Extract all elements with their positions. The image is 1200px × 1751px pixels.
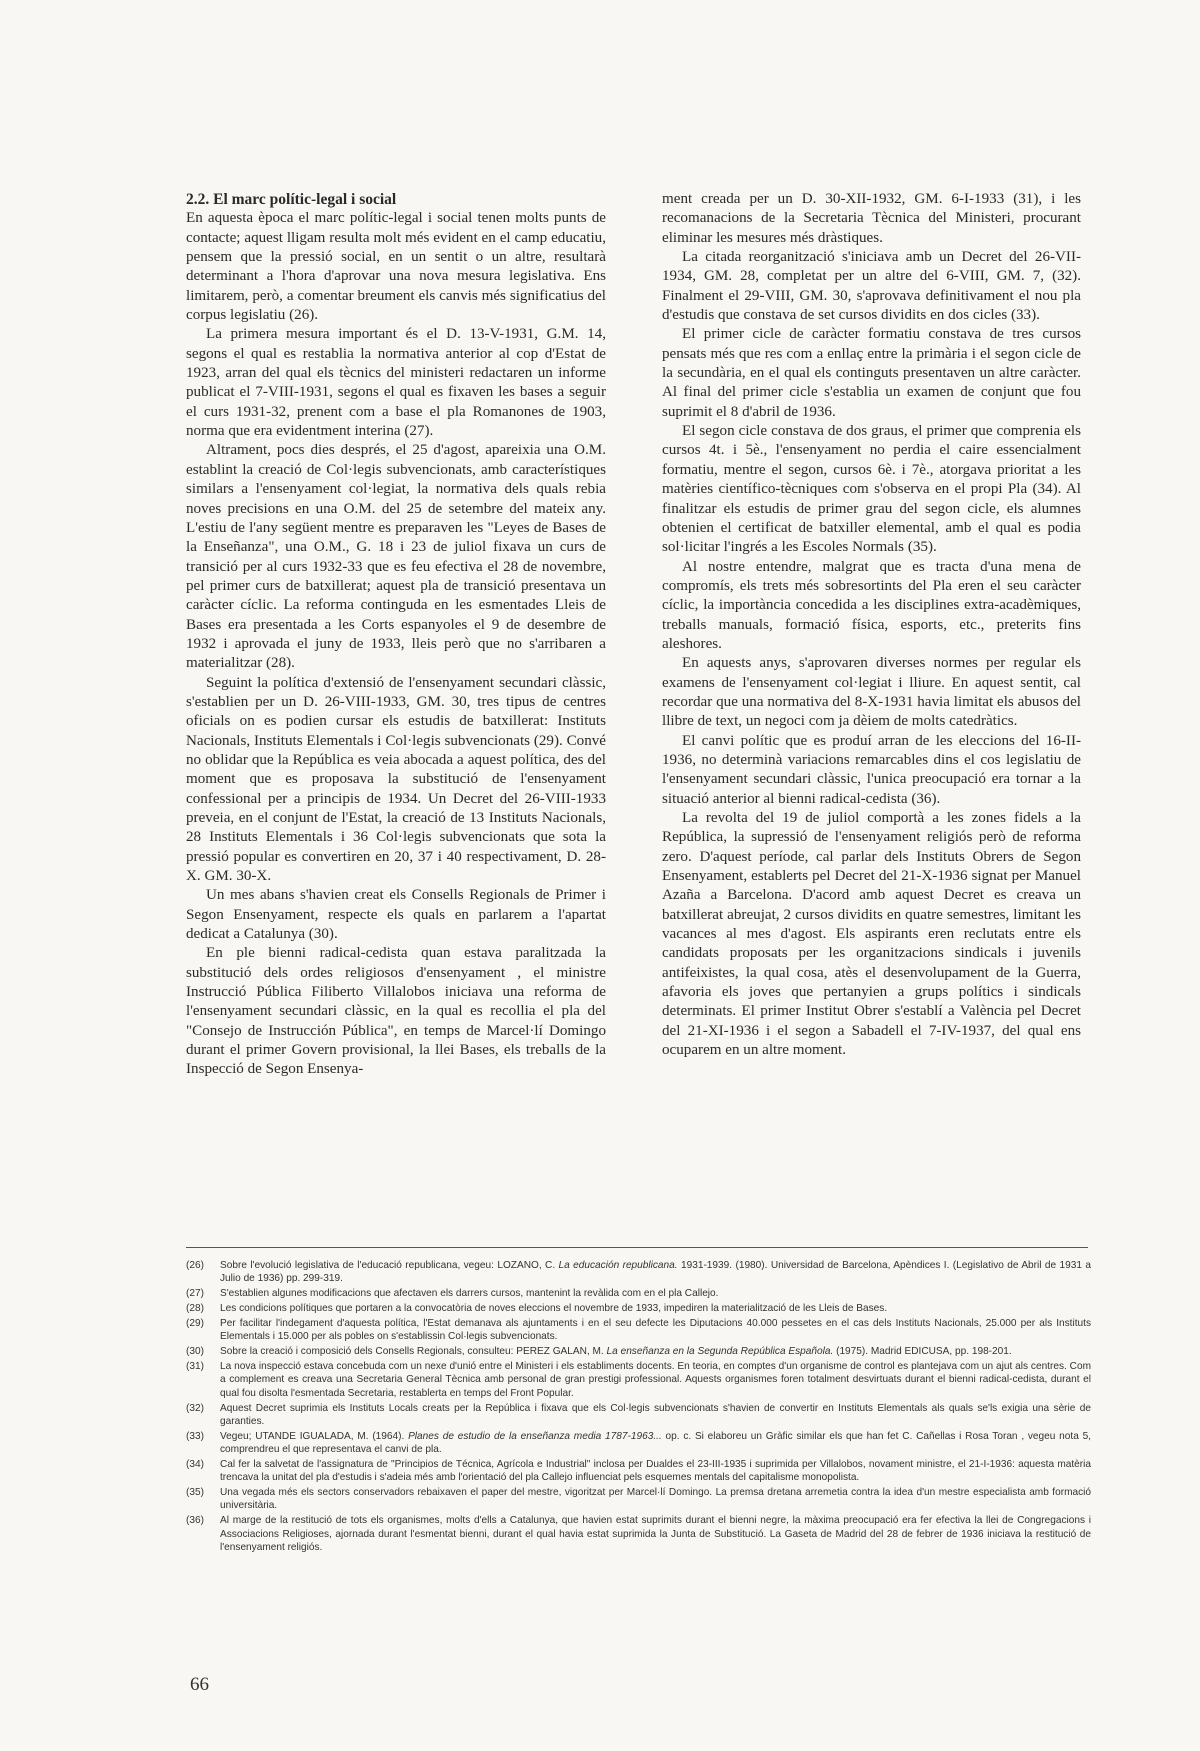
page-number: 66 xyxy=(190,1674,209,1695)
footnote-text-main: Cal fer la salvetat de l'assignatura de "Principios de Técnica, Agrícola e Industrial" inclosa per Dualdes el 23-III-1935 i suprimida per Villalobos, novament ministre, el 21-I-1936: aquesta matèria trencava la unitat del pla d'estudis i s'adeia més amb l'orientació del pla Callejo influenciat pels esquemes mentals del capitalisme monopolista. xyxy=(220,1458,1091,1484)
footnote-text-main: La nova inspecció estava concebuda com un nexe d'unió entre el Ministeri i els establiments docents. En teoria, en comptes d'un organisme de control es plantejava com un ajut als centres. Com a complement es creava una Secretaria General Tècnica amb personal de gran prestigi professional. Aquests organismes foren totalment desvirtuats durant el bienni radical-cedista, durant el qual fou disolta l'esmentada Secretaria, restablerta en temps del Front Popular. xyxy=(220,1361,1091,1399)
footnote xyxy=(186,1259,1091,1286)
footnote-text xyxy=(220,1302,1091,1315)
footnote-number: (32) xyxy=(186,1402,204,1414)
footnote-divider xyxy=(186,1247,1088,1248)
footnote-number: (27) xyxy=(186,1288,204,1300)
footnote-text-main: Per facilitar l'indegament d'aquesta política, l'Estat demanava als ajuntaments i en el seu defecte les Diputacions 40.000 pessetes en el cas dels Instituts Nacionals, 25.000 per als Instituts Elementals i 15.000 per als pobles on s'establissin Col·legis subvencionats. xyxy=(220,1317,1091,1343)
body-paragraph: La citada reorganització s'iniciava amb un Decret del 26-VII-1934, GM. 28, completat per un altre del 6-VIII, GM. 7, (32). Finalment el 29-VIII, GM. 30, s'aprovava definitivament el nou pla d'estudis que constava de set cursos dividits en dos cicles (33). xyxy=(662,249,1081,324)
body-paragraph: Altrament, pocs dies després, el 25 d'agost, apareixia una O.M. establint la creació de Col·legis subvencionats, amb característiques similars a l'ensenyament col·legiat, la normativa dels quals rebia noves precisions en una O.M. del 25 de setembre del mateix any. L'estiu de l'any següent mentre es preparaven les "Leyes de Bases de la Enseñanza", una O.M., G. 18 i 23 de juliol fixava un curs de transició per al curs 1932-33 que es feu efectiva el 28 de novembre, pel primer curs de batxillerat; aquest pla de transició presentava un caràcter cíclic. La reforma continguda en les esmentades Lleis de Bases era presentada a les Corts espanyoles el 9 de desembre de 1932 i aprovada el juny de 1933, lleis però que no s'arribaren a materialitzar (28). xyxy=(186,442,606,672)
footnote-title: La enseñanza en la Segunda República Española. xyxy=(606,1346,834,1358)
footnote-text xyxy=(220,1514,1091,1554)
footnote-text-main: Sobre l'evolució legislativa de l'educació republicana, vegeu: LOZANO, C. xyxy=(220,1260,559,1271)
footnote-text-rest: 1931-1939. (1980). Universidad de Barcelona, Apèndices I. (Legislativo de Abril de 1931 a Julio de 1936) pp. 299-319. xyxy=(220,1260,1092,1285)
footnote-title: Planes de estudio de la enseñanza media 1787-1963... xyxy=(408,1430,662,1442)
footnote-text xyxy=(220,1486,1091,1513)
left-column xyxy=(186,190,606,1080)
footnote-title: La educación republicana. xyxy=(558,1260,678,1271)
footnote xyxy=(186,1514,1091,1554)
footnote xyxy=(186,1458,1091,1485)
body-paragraph: ment creada per un D. 30-XII-1932, GM. 6-I-1933 (31), i les recomanacions de la Secretaria Tècnica del Ministeri, procurant eliminar les mesures més dràstiques. xyxy=(662,191,1081,246)
body-paragraph: En aquesta època el marc polític-legal i social tenen molts punts de contacte; aquest lligam resulta molt més evident en el camp educatiu, pensem que la pressió social, en un sentit o un altre, resultarà determinant a l'hora d'aprovar una nova mesura legislativa. Ens limitarem, però, a comentar breument els canvis més significatius del corpus legislatiu (26). xyxy=(186,210,606,324)
body-paragraph: El segon cicle constava de dos graus, el primer que comprenia els cursos 4t. i 5è., l'ensenyament no perdia el caire essencialment formatiu, mentre el segon, cursos 6è. i 7è., atorgava prioritat a les matèries científico-tècniques com s'observa en el propi Pla (34). Al finalitzar els estudis de primer grau del segon cicle, els alumnes obtenien el certificat de batxiller elemental, amb el qual es podia sol·licitar l'ingrés a les Escoles Normals (35). xyxy=(662,423,1081,556)
footnote-text-main: Aquest Decret suprimia els Instituts Locals creats per la República i fixava que els Col·legis subvencionats s'havien de convertir en Instituts Elementals als quals se'ls exigia una sèrie de garanties. xyxy=(220,1402,1091,1427)
footnote-text-main: Una vegada més els sectors conservadors rebaixaven el paper del mestre, vigoritzat per Marcel·lí Domingo. La premsa dretana arremetia contra la idea d'un mestre especialista amb formació universitària. xyxy=(220,1487,1091,1512)
footnote-number: (26) xyxy=(186,1260,204,1271)
body-paragraph: El canvi polític que es produí arran de les eleccions del 16-II-1936, no determinà variacions remarcables dins el cos legislatiu de l'ensenyament secundari clàssic, l'unica preocupació era tornar a la situació anterior al bienni radical-cedista (36). xyxy=(662,732,1081,807)
footnote-text xyxy=(220,1402,1091,1429)
body-paragraph: La primera mesura important és el D. 13-V-1931, G.M. 14, segons el qual es restablia la normativa anterior al cop d'Estat de 1923, arran del qual els tècnics del ministeri redactaren un informe publicat el 7-VIII-1931, segons el qual es fixaven les bases a seguir el curs 1931-32, prenent com a base el pla Romanones de 1903, norma que era evidentment interina (27). xyxy=(186,326,606,440)
footnote-number: (34) xyxy=(186,1458,204,1470)
footnote xyxy=(186,1317,1091,1344)
footnote-text-main: Al marge de la restitució de tots els organismes, molts d'ells a Catalunya, que havien estat suprimits durant el bienni negre, la màxima preocupació era fer efectiva la llei de Congregacions i Associacions Religioses, ajornada durant l'esmentat bienni, durant el qual havia estat suprimida la Junta de Substitució. La Gaseta de Madrid del 28 de febrer de 1936 iniciava la restitució de l'ensenyament religiós. xyxy=(220,1515,1091,1553)
section-heading: 2.2. El marc polític-legal i social xyxy=(186,191,397,208)
footnotes xyxy=(186,1259,1091,1556)
footnote-number: (33) xyxy=(186,1430,204,1442)
footnote-number: (30) xyxy=(186,1346,204,1358)
footnote-text-rest: (1975). Madrid EDICUSA, pp. 198-201. xyxy=(833,1346,1012,1358)
right-column xyxy=(662,190,1081,1060)
footnote-number: (29) xyxy=(186,1317,204,1329)
footnote-text-rest: op. c. Si elaboreu un Gràfic similar els que han fet C. Cañellas i Rosa Toran , vegeu nota 5, comprendreu el que representava el canvi de pla. xyxy=(220,1430,1091,1456)
footnote-text xyxy=(220,1317,1091,1344)
footnote xyxy=(186,1360,1091,1400)
body-paragraph: Seguint la política d'extensió de l'ensenyament secundari clàssic, s'establien per un D. 26-VIII-1933, GM. 30, tres tipus de centres oficials on es podien cursar els estudis de batxillerat: Instituts Nacionals, Instituts Elementals i Col·legis subvencionats (29). Convé no oblidar que la República es veia abocada a aquest política, des del moment que es proposava la substitució de l'ensenyament confessional per a principis de 1934. Un Decret del 26-VIII-1933 preveia, en el conjunt de l'Estat, la creació de 13 Instituts Nacionals, 28 Instituts Elementals i 36 Col·legis subvencionats que sota la pressió popular es convertiren en 20, 37 i 40 respectivament, D. 28-X. GM. 30-X. xyxy=(186,674,606,885)
footnote-number: (36) xyxy=(186,1515,204,1527)
footnote xyxy=(186,1402,1091,1429)
body-paragraph: Un mes abans s'havien creat els Consells Regionals de Primer i Segon Ensenyament, respecte els quals en parlarem a l'apartat dedicat a Catalunya (30). xyxy=(186,887,606,943)
footnote xyxy=(186,1287,1091,1300)
body-paragraph: En aquests anys, s'aprovaren diverses normes per regular els examens de l'ensenyament col·legiat i lliure. En aquest sentit, cal recordar que una normativa del 8-X-1931 havia limitat els abusos del llibre de text, un negoci com ja dèiem de molts catedràtics. xyxy=(662,655,1081,730)
body-paragraph: Al nostre entendre, malgrat que es tracta d'una mena de compromís, els trets més sobresortints del Pla eren el seu caràcter cíclic, la importància concedida a les disciplines extra-acadèmiques, treballs manuals, formació física, esports, etc., preterits fins aleshores. xyxy=(662,558,1081,652)
footnote-text xyxy=(220,1360,1091,1400)
footnote-text-main: Sobre la creació i composició dels Consells Regionals, consulteu: PEREZ GALAN, M. xyxy=(220,1346,607,1358)
footnote xyxy=(186,1486,1091,1513)
footnote xyxy=(186,1430,1091,1457)
footnote xyxy=(186,1345,1091,1358)
footnote-number: (35) xyxy=(186,1487,204,1499)
footnote xyxy=(186,1302,1091,1315)
footnote-text xyxy=(220,1287,1091,1300)
footnote-text xyxy=(220,1345,1091,1358)
footnote-text-main: Les condicions polítiques que portaren a la convocatòria de noves eleccions el novembre de 1933, impediren la materialització de les Lleis de Bases. xyxy=(220,1303,888,1315)
footnote-text-main: Vegeu; UTANDE IGUALADA, M. (1964). xyxy=(220,1430,409,1442)
body-paragraph: La revolta del 19 de juliol comportà a les zones fidels a la República, la supressió de l'ensenyament religiós però de reforma zero. D'aquest període, cal parlar dels Instituts Obrers de Segon Ensenyament, establerts pel Decret del 21-X-1936 signat per Manuel Azaña a Barcelona. D'acord amb aquest Decret es creava un batxillerat abreujat, 2 cursos dividits en quatre semestres, limitant les vacances al mes d'agost. Els aspirants eren reclutats entre els candidats proposats per les organitzacions sindicals i juvenils antifeixistes, la qual cosa, atès el desenvolupament de la Guerra, afavoria els joves que pertanyien a grups polítics i sindicals determinats. El primer Institut Obrer s'establí a València pel Decret del 21-XI-1936 i el segon a Sabadell el 7-IV-1937, del qual ens ocuparem en un altre moment. xyxy=(662,810,1081,1059)
footnote-text xyxy=(220,1430,1091,1457)
footnote-text-main: S'establien algunes modificacions que afectaven els darrers cursos, mantenint la revàlida com en el pla Callejo. xyxy=(220,1288,719,1300)
footnote-number: (28) xyxy=(186,1303,204,1315)
body-paragraph: El primer cicle de caràcter formatiu constava de tres cursos pensats més que res com a enllaç entre la primària i el segon cicle de la secundària, en el qual els continguts presentaven un altre caràcter. Al final del primer cicle s'establia un examen de conjunt que fou suprimit el 8 d'abril de 1936. xyxy=(662,326,1081,420)
footnote-text xyxy=(220,1458,1091,1485)
footnote-text xyxy=(220,1259,1091,1286)
body-paragraph: En ple bienni radical-cedista quan estava paralitzada la substitució dels ordes religiosos d'ensenyament , el ministre Instrucció Pública Filiberto Villalobos iniciava una reforma de l'ensenyament secundari clàssic, en la qual es recollia el pla del "Consejo de Instrucción Pública", en temps de Marcel·lí Domingo durant el primer Govern provisional, la llei Bases, els treballs de la Inspecció de Segon Ensenya- xyxy=(186,945,606,1078)
footnote-number: (31) xyxy=(186,1361,204,1373)
